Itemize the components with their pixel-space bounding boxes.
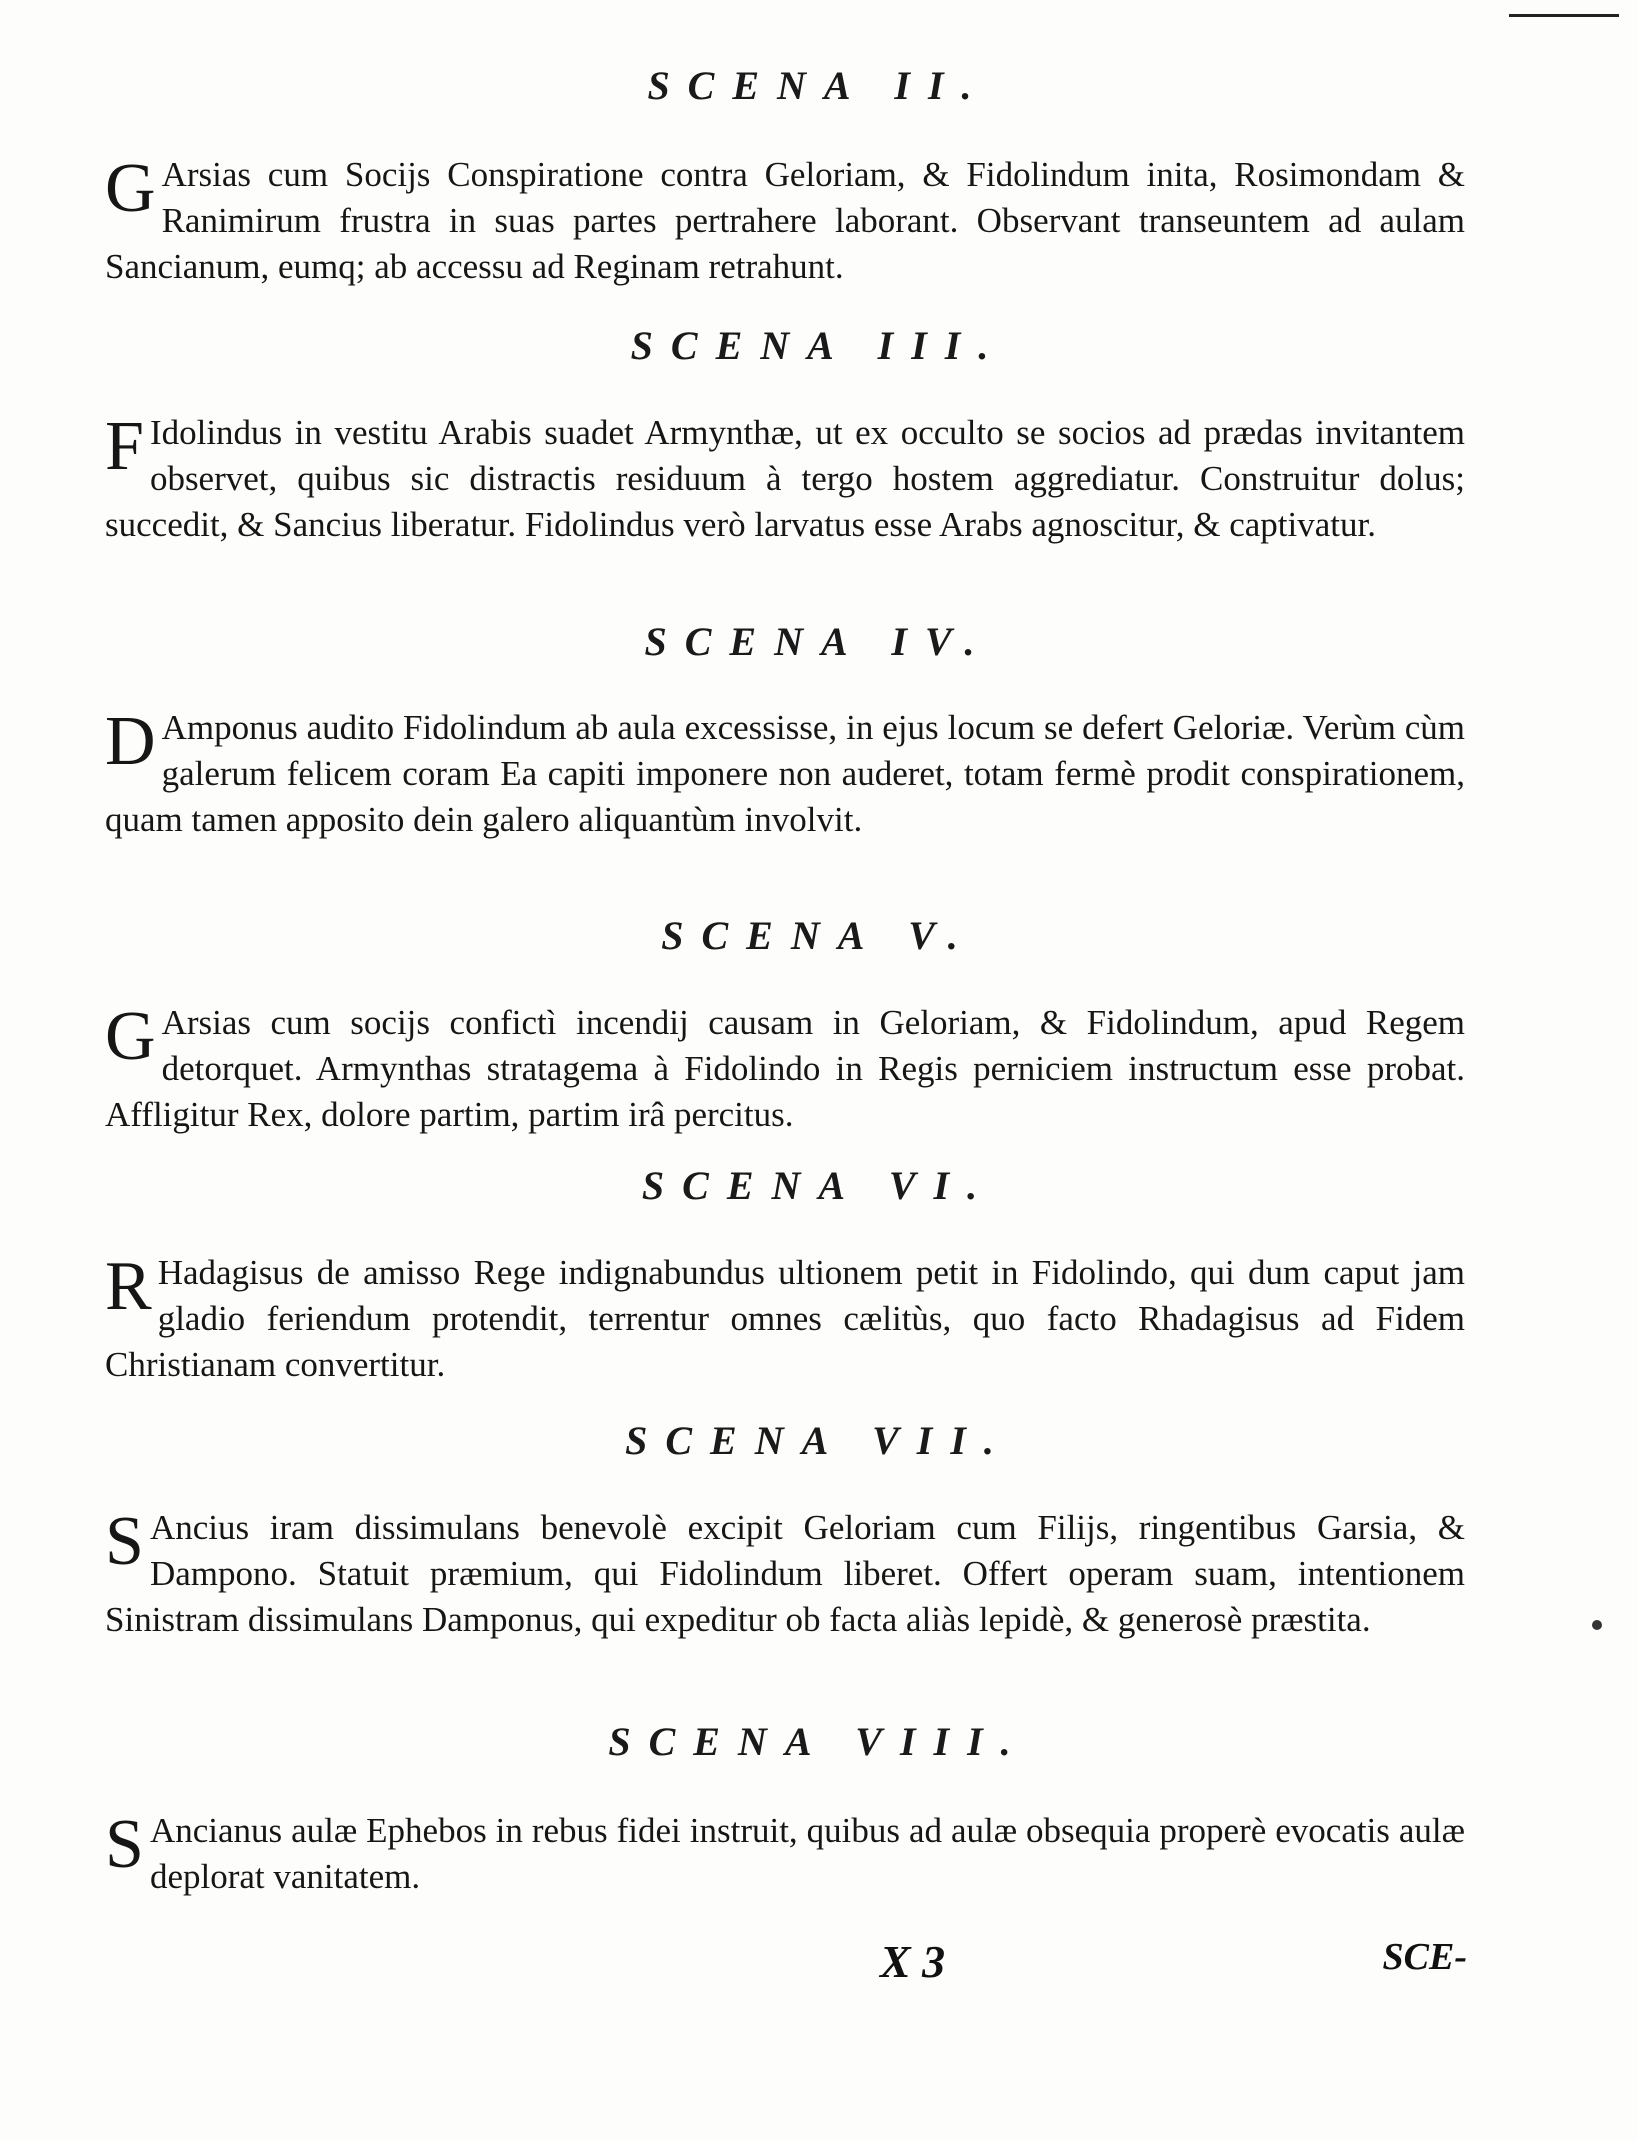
scene-heading-2: SCENA II.	[647, 63, 990, 108]
scene-paragraph-6	[105, 1250, 1465, 1388]
scene-text: Arsias cum Socijs Conspiratione contra Geloriam, & Fidolindum inita, Rosimondam & Ranimirum frustra in suas partes pertrahere laborant. Observant transeuntem ad aulam Sancianum, eumq; ab accessu ad Reginam retrahunt.	[105, 155, 1465, 286]
signature-mark: X 3	[880, 1936, 946, 1987]
scene-paragraph-2	[105, 152, 1465, 290]
scene-text: Ancius iram dissimulans benevolè excipit Geloriam cum Filijs, ringentibus Garsia, & Dampono. Statuit præmium, qui Fidolindum liberet. Offert operam suam, intentionem Sinistram dissimulans Damponus, qui expeditur ob facta aliàs lepidè, & generosè præstita.	[105, 1508, 1465, 1639]
scene-text: Ancianus aulæ Ephebos in rebus fidei instruit, quibus ad aulæ obsequia properè evocatis aulæ deplorat vanitatem.	[149, 1811, 1465, 1896]
scene-heading-8: SCENA VIII.	[608, 1719, 1029, 1764]
scene-paragraph-4	[105, 705, 1465, 843]
ink-speck	[1592, 1620, 1602, 1630]
scene-text: Amponus audito Fidolindum ab aula excessisse, in ejus locum se defert Geloriæ. Verùm cùm galerum felicem coram Ea capiti imponere non auderet, totam fermè prodit conspirationem, quam tamen apposito dein galero aliquantùm involvit.	[105, 708, 1465, 839]
scene-paragraph-8	[105, 1808, 1465, 1900]
scene-paragraph-3	[105, 410, 1465, 548]
dropcap: G	[105, 998, 156, 1075]
scene-paragraph-5	[105, 1000, 1465, 1138]
dropcap: R	[105, 1248, 152, 1325]
scene-heading-6: SCENA VI.	[641, 1163, 996, 1208]
dropcap: F	[105, 408, 144, 485]
dropcap: D	[105, 703, 156, 780]
corner-rule	[1509, 14, 1619, 17]
scene-heading-7: SCENA VII.	[625, 1418, 1012, 1463]
scene-paragraph-7	[105, 1505, 1465, 1643]
scene-heading-4: SCENA IV.	[644, 619, 993, 664]
scene-text: Idolindus in vestitu Arabis suadet Armynthæ, ut ex occulto se socios ad prædas invitantem observet, quibus sic distractis residuum à tergo hostem aggrediatur. Construitur dolus; succedit, & Sancius liberatur. Fidolindus verò larvatus esse Arabs agnoscitur, & captivatur.	[105, 413, 1465, 544]
dropcap: S	[105, 1806, 144, 1883]
scene-text: Hadagisus de amisso Rege indignabundus ultionem petit in Fidolindo, qui dum caput jam gladio feriendum protendit, terrentur omnes cælitùs, quo facto Rhadagisus ad Fidem Christianam convertitur.	[105, 1253, 1465, 1384]
scene-heading-5: SCENA V.	[661, 913, 976, 958]
catchword: SCE-	[1382, 1936, 1467, 1978]
scene-text: Arsias cum socijs confictì incendij causam in Geloriam, & Fidolindum, apud Regem detorquet. Armynthas stratagema à Fidolindo in Regis perniciem instructum esse probat. Affligitur Rex, dolore partim, partim irâ percitus.	[105, 1003, 1465, 1134]
dropcap: S	[105, 1503, 144, 1580]
dropcap: G	[105, 150, 156, 227]
scene-heading-3: SCENA III.	[630, 323, 1007, 368]
